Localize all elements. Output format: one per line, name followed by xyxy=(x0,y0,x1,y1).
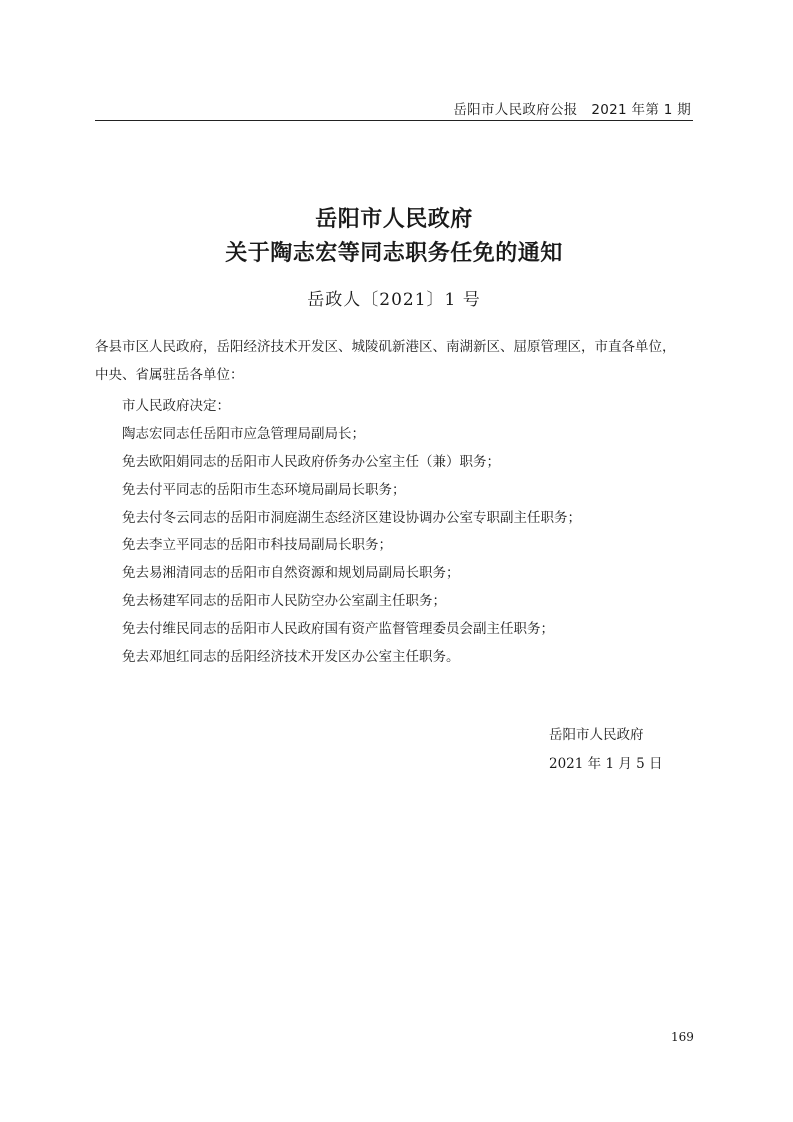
body-paragraph: 陶志宏同志任岳阳市应急管理局副局长； xyxy=(122,426,365,442)
body-paragraph: 免去易湘清同志的岳阳市自然资源和规划局副局长职务； xyxy=(122,565,460,581)
body-paragraph: 免去欧阳娟同志的岳阳市人民政府侨务办公室主任（兼）职务； xyxy=(122,454,500,470)
page-header xyxy=(95,98,693,121)
signature-org: 岳阳市人民政府 xyxy=(549,727,644,743)
document-title-line-1: 岳阳市人民政府 xyxy=(315,207,473,232)
document-number: 岳政人〔2021〕1 号 xyxy=(307,290,481,310)
body-paragraph: 免去邓旭红同志的岳阳经济技术开发区办公室主任职务。 xyxy=(122,649,460,665)
body-paragraph: 免去付维民同志的岳阳市人民政府国有资产监督管理委员会副主任职务； xyxy=(122,621,554,637)
body-paragraph: 免去李立平同志的岳阳市科技局副局长职务； xyxy=(122,537,392,553)
body-paragraph: 免去付平同志的岳阳市生态环境局副局长职务； xyxy=(122,482,406,498)
body-paragraph: 免去杨建军同志的岳阳市人民防空办公室副主任职务； xyxy=(122,593,446,609)
header-title: 岳阳市人民政府公报 2021 年第 1 期 xyxy=(453,102,691,118)
page-number: 169 xyxy=(671,1030,694,1044)
recipients-line-2: 中央、省属驻岳各单位： xyxy=(95,367,244,383)
signature-date: 2021 年 1 月 5 日 xyxy=(549,756,663,772)
body-paragraph: 免去付冬云同志的岳阳市洞庭湖生态经济区建设协调办公室专职副主任职务； xyxy=(122,510,581,526)
recipients-line-1: 各县市区人民政府，岳阳经济技术开发区、城陵矶新港区、南湖新区、屈原管理区，市直各单位， xyxy=(95,339,676,355)
body-paragraph: 市人民政府决定： xyxy=(122,398,230,414)
document-title-line-2: 关于陶志宏等同志职务任免的通知 xyxy=(225,241,563,266)
